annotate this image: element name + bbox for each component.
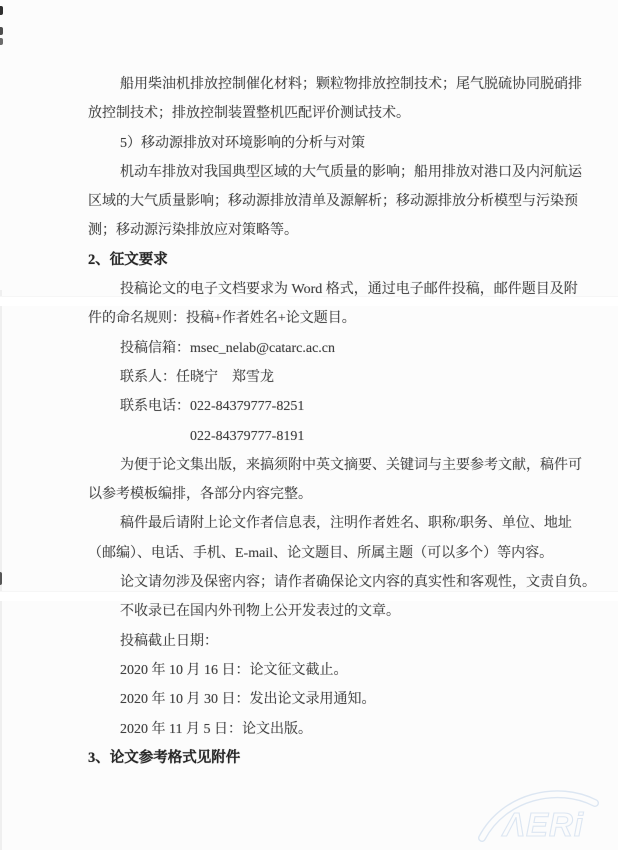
text-line — [88, 216, 560, 245]
text-line-content: 稿件最后请附上论文作者信息表，注明作者姓名、职称/职务、单位、地址 — [120, 516, 572, 532]
text-line — [88, 334, 560, 363]
text-line-content: （邮编）、电话、手机、E-mail、论文题目、所属主题（可以多个）等内容。 — [88, 545, 554, 561]
text-line-content: 机动车排放对我国典型区域的大气质量的影响；船用排放对港口及内河航运 — [120, 164, 582, 180]
scan-mark — [0, 27, 3, 35]
section-heading — [88, 744, 560, 773]
text-line-content: 投稿信箱：msec_nelab@catarc.ac.cn — [120, 340, 336, 356]
text-line — [88, 597, 560, 626]
text-line — [88, 656, 560, 685]
text-line-content: 放控制技术；排放控制装置整机匹配评价测试技术。 — [88, 106, 410, 122]
text-line-content: 不收录已在国内外刊物上公开发表过的文章。 — [120, 604, 400, 620]
text-line-content: 2、征文要求 — [88, 251, 168, 268]
text-line — [88, 685, 560, 714]
text-line — [88, 422, 560, 451]
scan-edge-line — [0, 290, 2, 850]
watermark-text: ΛERi — [503, 806, 585, 843]
text-line-content: 5）移动源排放对环境影响的分析与对策 — [120, 135, 365, 151]
document-body — [88, 70, 596, 773]
text-line-content: 2020 年 10 月 30 日：发出论文录用通知。 — [120, 692, 376, 708]
watermark-arc-icon — [476, 784, 603, 844]
text-line — [88, 304, 560, 333]
text-line-content: 联系电话：022-84379777-8251 — [120, 399, 305, 415]
section-heading — [88, 246, 560, 275]
text-line-content: 联系人：任晓宁 郑雪龙 — [120, 369, 274, 385]
text-line — [88, 392, 560, 421]
text-line — [88, 363, 560, 392]
text-line — [88, 480, 560, 509]
text-line — [88, 129, 560, 158]
scan-mark — [0, 572, 2, 585]
text-line-content: 3、论文参考格式见附件 — [88, 749, 241, 766]
text-line — [88, 715, 560, 744]
text-line-content: 件的命名规则：投稿+作者姓名+论文题目。 — [88, 311, 356, 327]
text-line — [88, 451, 582, 480]
scan-mark — [0, 6, 3, 15]
text-line-content: 以参考模板编排，各部分内容完整。 — [88, 487, 312, 503]
caeri-watermark-logo — [476, 784, 603, 844]
scan-mark — [0, 38, 3, 45]
text-line-content: 投稿截止日期： — [120, 633, 218, 649]
text-line-content: 船用柴油机排放控制催化材料；颗粒物排放控制技术；尾气脱硫协同脱硝排 — [120, 77, 582, 92]
text-line-content: 区域的大气质量影响；移动源排放清单及源解析；移动源排放分析模型与污染预 — [88, 194, 578, 210]
text-line — [88, 509, 572, 538]
text-line-content: 测；移动源污染排放应对策略等。 — [88, 223, 298, 239]
text-line — [88, 70, 582, 99]
text-line-content: 为便于论文集出版，来搞须附中英文摘要、关键词与主要参考文献，稿件可 — [120, 457, 582, 473]
text-line — [88, 187, 578, 216]
text-line — [88, 539, 560, 568]
text-line-content: 投稿论文的电子文档要求为 Word 格式，通过电子邮件投稿，邮件题目及附 — [120, 282, 578, 298]
text-line-content: 2020 年 10 月 16 日：论文征文截止。 — [120, 662, 348, 678]
text-line — [88, 99, 560, 128]
text-line — [88, 627, 560, 656]
text-line-content: 论文请勿涉及保密内容；请作者确保论文内容的真实性和客观性，文责自负。 — [120, 575, 596, 591]
text-line — [88, 158, 582, 187]
text-line — [88, 568, 596, 597]
text-line-content: 022-84379777-8191 — [190, 428, 305, 444]
text-line-content: 2020 年 11 月 5 日：论文出版。 — [120, 721, 312, 737]
text-line — [88, 275, 578, 304]
